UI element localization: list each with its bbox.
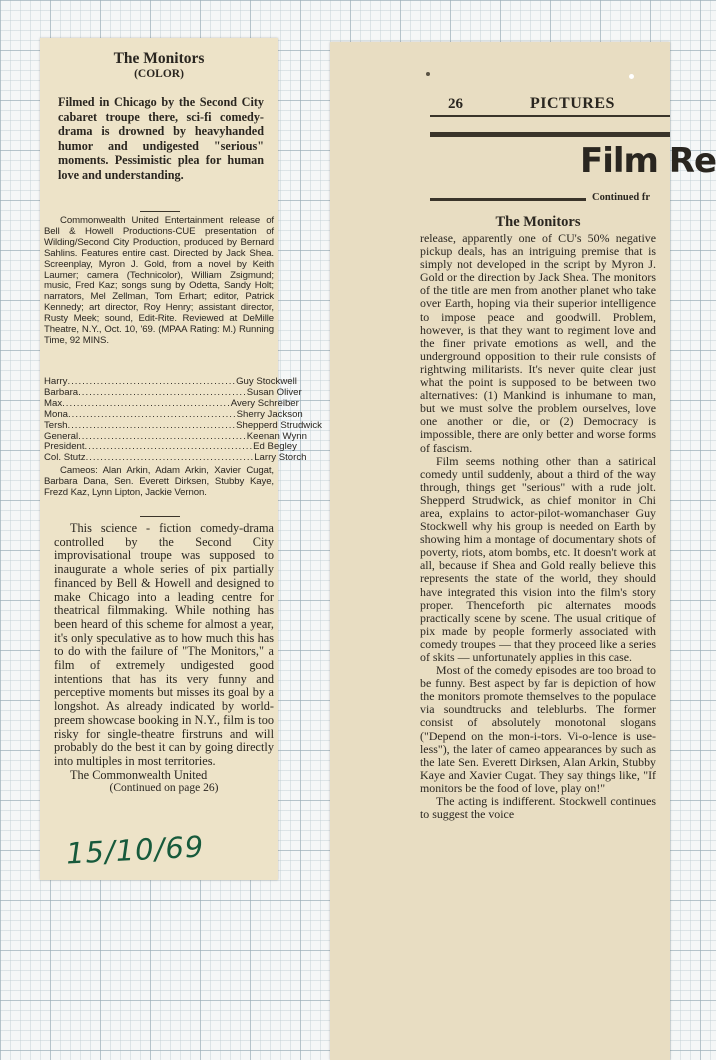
left-clipping <box>40 38 322 880</box>
page-number: 26 <box>448 96 463 112</box>
banner-rule <box>430 198 586 201</box>
review-body: This science - fiction comedy-drama controlled by the Second City improvisational troupe was supposed to inaugurate a whole series of pix partially financed by Bell & Howell and designed to make Chicago into a leading centre for theatrical filmmaking. While nothing has been heard of this scheme for almost a year, it's only speculative as to how much this has to do with the failure of "The Monitors," a film of extremely undigested good intentions that has its very funny and perceptive moments but misses its goal by a longshot. As already indicated by world-preem showcase booking in N.Y., film is too risky for single-theatre firstruns and will probably do the best it can by going directly into multiples in most territories. The Commonwealth United (Continued on page 26) <box>54 521 274 795</box>
continued-note: (Continued on page 26) <box>109 782 219 795</box>
review-credits: Commonwealth United Entertainment release of Bell & Howell Productions-CUE presentation of Wilding/Second City Production, produced by Bernard Sahlins. Features entire cast. Directed by Jack Shea. Screenplay, Myron J. Gold, from a novel by Keith Laumer; camera (Technicolor), William Zsigmund; music, Fred Kaz; songs sung by Odetta, Sandy Holt; narrators, Mel Zellman, Tom Erhart; editor, Patrick Kennedy; art director, Roy Henry; assistant director, Rusty Meek; sound, Edit-Rite. Reviewed at DeMille Theatre, N.Y., Oct. 10, '69. (MPAA Rating: M.) Running Time, 92 MINS. <box>44 215 274 346</box>
leader-dots: .............................................. <box>85 452 255 464</box>
cast-actor: Shepperd Strudwick <box>236 419 322 431</box>
divider <box>140 516 180 517</box>
cast-actor: Sherry Jackson <box>236 408 303 420</box>
cast-role: General <box>44 430 79 442</box>
section-name: PICTURES <box>530 95 615 112</box>
cast-role: Col. Stutz <box>44 452 86 464</box>
cast-actor: Ed Begley <box>253 441 297 453</box>
cast-row <box>44 408 303 421</box>
leader-dots: .............................................. <box>62 397 231 409</box>
leader-dots: .............................................. <box>67 376 237 387</box>
continued-from: Continued fr <box>592 192 651 203</box>
cast-actor: Larry Storch <box>254 452 307 464</box>
punch-hole <box>629 74 634 79</box>
cast-role: Tersh <box>44 419 68 431</box>
cast-role: Max <box>44 397 63 409</box>
header-rule-thick <box>430 132 670 137</box>
cameos: Cameos: Alan Arkin, Adam Arkin, Xavier Cugat, Barbara Dana, Sen. Everett Dirksen, Stubby Kaye, Frezd Kaz, Lynn Lipton, Jackie Vernon. <box>44 465 274 498</box>
review-body-continued: release, apparently one of CU's 50% negative pickup deals, has an intriguing premise that is simply not developed in the script by Myron J. Gold or the direction by Jack Shea. The monitors of the title are men from another planet who take over Earth, hoping via their superior intelligence to impose peace and goodwill. Problem, however, is that they want to regiment love and the finer private emotions as well, and the underground opposition to their rule consists of rightwing militarists. It's never quite clear just what the point is supposed to be between two alternatives: (1) Mankind is inhumane to man, but we must solve the problem ourselves, love one another or die, or (2) Democracy is impossible, there are only better and worse forms of fascism. Film seems nothing other than a satirical comedy until suddenly, about a third of the way through, things get "serious" with a rude jolt. Shepperd Strudwick, as chief monitor in Chi area, explains to actor-pilot-womanchaser Guy Stockwell why his group is needed on Earth by showing him a montage of documentary shots of poverty, riots, atom bombs, etc. It doesn't work at all, because if Shea and Gold really believe this represents the state of the world, they should have integrated this vision into the film's story proper. Thenceforth pic alternates moods practically scene by scene. The usual critique of pix made by people formerly associated with comedy troupes — that they proceed like a series of skits — unfortunately applies in this case. Most of the comedy episodes are too broad to be funny. Best aspect by far is depiction of how the monitors promote themselves to the populace via soundtrucks and teleblurbs. The former consist of absolutely monotonal slogans ("Depend on the mon-i-tors. Vi-o-lence is use-less"), the later of cameo appearances by such as the late Sen. Everett Dirksen, Alan Arkin, Stubby Kaye and Xavier Cugat. They say things like, "If monitors be the food of love, play on!" The acting is indifferent. Stockwell continues to suggest the voice <box>420 231 656 822</box>
cast-actor: Avery Schreiber <box>230 397 299 409</box>
leader-dots: .............................................. <box>67 419 237 431</box>
cast-actor: Guy Stockwell <box>236 376 297 387</box>
header-rule <box>430 115 670 117</box>
leader-dots: .............................................. <box>68 408 237 420</box>
right-clipping <box>330 42 716 1060</box>
leader-dots: .............................................. <box>84 441 254 453</box>
divider <box>140 211 180 212</box>
banner-headline: Film Re <box>580 141 716 181</box>
cast-actor: Keenan Wynn <box>246 430 307 442</box>
handwritten-date: 15/10/69 <box>65 829 206 871</box>
cast-role: Harry <box>44 376 68 387</box>
review-lead: Filmed in Chicago by the Second City cabaret troupe there, sci-fi comedy-drama is drowned by heavyhanded humor and undigested "serious" moments. Pessimistic plea for human love and understanding. <box>58 95 264 182</box>
review-title: The Monitors <box>495 214 581 230</box>
cast-role: President <box>44 441 85 453</box>
leader-dots: .............................................. <box>78 386 247 398</box>
cast-actor: Susan Oliver <box>246 386 302 398</box>
staple-hole <box>426 72 430 76</box>
leader-dots: .............................................. <box>78 430 247 442</box>
cast-row <box>44 452 307 464</box>
cast-row <box>44 419 322 432</box>
review-subtitle: (COLOR) <box>134 68 184 80</box>
cast-role: Barbara <box>44 386 79 398</box>
review-title: The Monitors <box>113 50 205 67</box>
cast-list <box>44 376 322 464</box>
cast-role: Mona <box>44 408 68 420</box>
